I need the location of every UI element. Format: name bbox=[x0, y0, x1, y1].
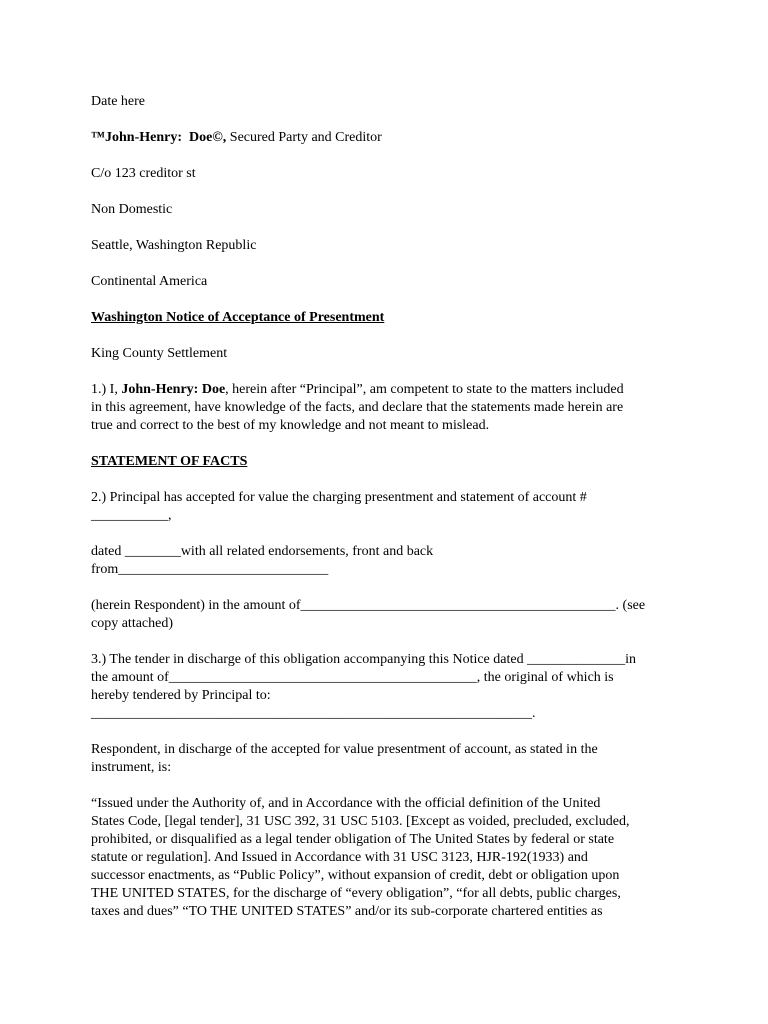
paragraph-3: 3.) The tender in discharge of this obligation accompanying this Notice dated ______________in the amount of____________________________________________, the original of which is hereby tendered by Principal to: _______________________________________________________________. bbox=[91, 652, 636, 721]
paragraph-discharge: Respondent, in discharge of the accepted for value presentment of account, as stated in the instrument, is: bbox=[91, 742, 598, 775]
address-line-3: Seattle, Washington Republic bbox=[91, 238, 257, 253]
address-line-1: C/o 123 creditor st bbox=[91, 166, 196, 181]
creditor-role: Secured Party and Creditor bbox=[226, 130, 382, 145]
creditor-name-suffix: Doe©, bbox=[189, 130, 227, 145]
address-line-2: Non Domestic bbox=[91, 202, 173, 217]
principal-name: John-Henry: Doe bbox=[121, 382, 226, 397]
document-title: Washington Notice of Acceptance of Presentment bbox=[91, 310, 385, 325]
paragraph-1: 1.) I, John-Henry: Doe, herein after “Principal”, am competent to state to the matters included in this agreement, have knowledge of the facts, and declare that the statements made herein are true and correct to the best of my knowledge and not meant to mislead. bbox=[91, 382, 624, 433]
date-line: Date here bbox=[91, 94, 146, 109]
creditor-name-line bbox=[91, 129, 681, 147]
document-page bbox=[91, 93, 681, 939]
paragraph-2: 2.) Principal has accepted for value the charging presentment and statement of account # ___________, bbox=[91, 490, 587, 523]
creditor-name-prefix: ™John-Henry: bbox=[91, 130, 182, 145]
section-heading: STATEMENT OF FACTS bbox=[91, 454, 248, 469]
document-subtitle: King County Settlement bbox=[91, 346, 228, 361]
paragraph-dated: dated ________with all related endorsements, front and back from______________________________ bbox=[91, 544, 434, 577]
address-line-4: Continental America bbox=[91, 274, 208, 289]
paragraph-quote: “Issued under the Authority of, and in Accordance with the official definition of the United States Code, [legal tender], 31 USC 392, 31 USC 5103. [Except as voided, precluded, excluded, prohibited, or disqualified as a legal tender obligation of The United States by federal or state statute or regulation]. And Issued in Accordance with 31 USC 3123, HJR-192(1933) and successor enactments, as “Public Policy”, without expansion of credit, debt or obligation upon THE UNITED STATES, for the discharge of “every obligation”, “for all debts, public charges, taxes and dues” “TO THE UNITED STATES” and/or its sub-corporate chartered entities as bbox=[91, 796, 630, 919]
paragraph-respondent-amount: (herein Respondent) in the amount of_____________________________________________. (see copy attached) bbox=[91, 598, 646, 631]
